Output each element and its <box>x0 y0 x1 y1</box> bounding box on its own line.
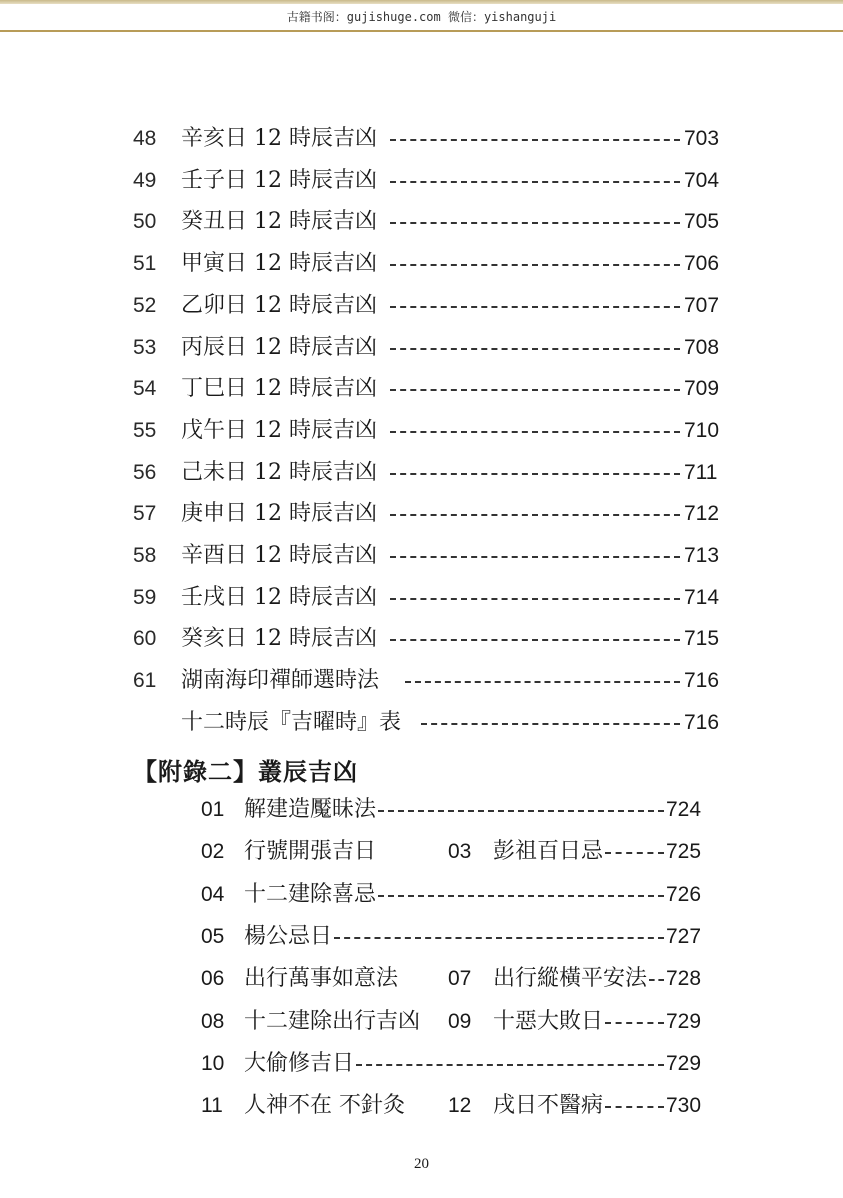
toc-entry-number: 49 <box>133 168 157 192</box>
appendix-entry <box>0 1007 843 1037</box>
leader-dashes <box>605 1022 664 1024</box>
toc-entry <box>133 124 733 154</box>
toc-entry-number: 59 <box>133 585 157 609</box>
appendix-entry-title: 大偷修吉日 <box>244 1050 355 1076</box>
appendix-entry <box>0 1091 843 1121</box>
toc-entry-title: 庚申日 12 時辰吉凶 <box>181 501 377 527</box>
toc-entry-number: 58 <box>133 544 157 567</box>
toc-entry-page: 705 <box>684 210 720 234</box>
toc-entry-title: 壬戌日 12 時辰吉凶 <box>181 584 377 610</box>
toc-entry-page: 713 <box>684 544 720 567</box>
appendix-entry-title: 解建造魘昧法 <box>244 797 377 822</box>
toc-entry-title: 辛酉日 12 時辰吉凶 <box>181 543 377 568</box>
page-number: 20 <box>414 1156 429 1172</box>
toc-entry-number: 61 <box>133 669 157 693</box>
toc-entry <box>133 624 733 654</box>
appendix-entry-number: 02 <box>201 840 225 864</box>
leader-dashes <box>390 222 680 224</box>
toc-entry <box>133 166 733 196</box>
leader-dashes <box>390 181 680 183</box>
toc-entry-page: 715 <box>684 627 720 651</box>
toc-entry-title: 湖南海印禪師選時法 <box>181 668 380 694</box>
appendix-heading: 【附錄二】叢辰吉凶 <box>133 757 358 786</box>
toc-entry-page: 716 <box>684 710 720 734</box>
leader-dashes <box>649 979 664 981</box>
toc-entry-page: 708 <box>684 335 720 359</box>
leader-dashes <box>378 810 664 812</box>
toc-entry-title: 乙卯日 12 時辰吉凶 <box>181 292 377 318</box>
top-border-band <box>0 0 843 4</box>
leader-dashes <box>356 1064 664 1066</box>
toc-entry-title: 十二時辰『吉曜時』表 <box>181 709 402 735</box>
toc-entry-page: 711 <box>684 460 718 484</box>
toc-entry-page: 712 <box>684 502 720 526</box>
toc-entry <box>133 249 733 279</box>
appendix-entry-page: 730 <box>666 1094 702 1118</box>
appendix-entry-number: 07 <box>448 967 472 991</box>
appendix-entry-number: 05 <box>201 924 225 948</box>
toc-entry <box>133 458 733 488</box>
leader-dashes <box>390 514 680 516</box>
toc-entry-page: 709 <box>684 377 720 401</box>
toc-entry-title: 戊午日 12 時辰吉凶 <box>181 417 377 443</box>
toc-entry <box>133 708 733 738</box>
leader-dashes <box>421 723 680 725</box>
appendix-entry-number: 06 <box>201 967 225 991</box>
appendix-entry-number: 08 <box>201 1009 225 1033</box>
appendix-entry-page: 727 <box>666 924 702 948</box>
toc-entry-number: 48 <box>133 127 157 150</box>
leader-dashes <box>390 389 680 391</box>
toc-entry <box>133 333 733 363</box>
appendix-entry <box>0 922 843 952</box>
toc-entry-title: 壬子日 12 時辰吉凶 <box>181 167 377 193</box>
appendix-entry-title: 人神不在 不針灸 <box>244 1093 405 1119</box>
toc-entry-number: 54 <box>133 377 157 401</box>
leader-dashes <box>390 473 680 475</box>
toc-entry-number: 53 <box>133 335 157 359</box>
appendix-entry-page: 726 <box>666 882 702 906</box>
appendix-entry-number: 04 <box>201 882 225 906</box>
site-header: 古籍书阁：gujishuge.com 微信：yishanguji <box>286 10 557 24</box>
leader-dashes <box>378 895 664 897</box>
toc-entry-number: 52 <box>133 293 157 317</box>
leader-dashes <box>390 264 680 266</box>
toc-entry <box>133 374 733 404</box>
appendix-entry <box>0 964 843 994</box>
toc-entry <box>133 416 733 446</box>
appendix-entry-number: 12 <box>448 1094 472 1118</box>
toc-entry-page: 716 <box>684 669 720 693</box>
toc-entry <box>133 291 733 321</box>
appendix-entry-title: 十二建除喜忌 <box>244 881 377 907</box>
appendix-entry-page: 728 <box>666 967 702 991</box>
appendix-entry-number: 09 <box>448 1009 472 1033</box>
appendix-entry-page: 725 <box>666 840 702 864</box>
toc-entry <box>133 499 733 529</box>
leader-dashes <box>390 306 680 308</box>
appendix-entry-page: 729 <box>666 1009 702 1033</box>
toc-entry-page: 714 <box>684 585 720 609</box>
appendix-entry-number: 03 <box>448 840 472 864</box>
toc-entry-title: 丁巳日 12 時辰吉凶 <box>181 376 377 402</box>
appendix-entry <box>0 1049 843 1079</box>
appendix-entry-title: 彭祖百日忌 <box>493 839 604 865</box>
toc-entry-number: 56 <box>133 460 157 484</box>
toc-entry-title: 甲寅日 12 時辰吉凶 <box>181 251 377 277</box>
leader-dashes <box>390 598 680 600</box>
appendix-entry-number: 10 <box>201 1051 225 1075</box>
appendix-entry-title: 行號開張吉日 <box>244 839 377 865</box>
appendix-entry-title: 出行縱橫平安法 <box>493 966 648 992</box>
toc-entry-number: 51 <box>133 252 157 276</box>
appendix-entry-page: 724 <box>666 798 702 821</box>
leader-dashes <box>605 1106 664 1108</box>
toc-entry-page: 710 <box>684 418 720 442</box>
appendix-entry-title: 出行萬事如意法 <box>244 966 399 992</box>
toc-entry-title: 己未日 12 時辰吉凶 <box>181 459 377 485</box>
appendix-entry-page: 729 <box>666 1051 702 1075</box>
toc-entry-title: 丙辰日 12 時辰吉凶 <box>181 334 377 360</box>
leader-dashes <box>334 937 664 939</box>
appendix-entry <box>0 795 843 825</box>
appendix-entry-title: 十惡大敗日 <box>493 1008 604 1034</box>
appendix-entry-title: 楊公忌日 <box>244 923 333 949</box>
appendix-entry-number: 11 <box>201 1094 223 1118</box>
leader-dashes <box>390 639 680 641</box>
toc-entry <box>133 583 733 613</box>
toc-entry-title: 辛亥日 12 時辰吉凶 <box>181 126 377 151</box>
appendix-entry-title: 戌日不醫病 <box>493 1093 604 1119</box>
toc-entry-page: 703 <box>684 127 720 150</box>
appendix-entry-number: 01 <box>201 798 225 821</box>
leader-dashes <box>605 852 664 854</box>
toc-entry-page: 706 <box>684 252 720 276</box>
leader-dashes <box>390 139 680 141</box>
toc-entry <box>133 541 733 571</box>
leader-dashes <box>390 556 680 558</box>
leader-dashes <box>390 431 680 433</box>
toc-entry-page: 704 <box>684 168 720 192</box>
toc-entry-title: 癸亥日 12 時辰吉凶 <box>181 626 377 652</box>
toc-entry <box>133 666 733 696</box>
toc-entry-page: 707 <box>684 293 720 317</box>
leader-dashes <box>390 348 680 350</box>
toc-entry-number: 50 <box>133 210 157 234</box>
appendix-entry <box>0 880 843 910</box>
toc-entry-number: 60 <box>133 627 157 651</box>
toc-entry-title: 癸丑日 12 時辰吉凶 <box>181 209 377 235</box>
toc-entry <box>133 207 733 237</box>
appendix-entry-title: 十二建除出行吉凶 <box>244 1008 421 1034</box>
toc-entry-number: 57 <box>133 502 157 526</box>
toc-entry-number: 55 <box>133 418 157 442</box>
header-rule <box>0 30 843 32</box>
appendix-entry <box>0 837 843 867</box>
leader-dashes <box>405 681 680 683</box>
